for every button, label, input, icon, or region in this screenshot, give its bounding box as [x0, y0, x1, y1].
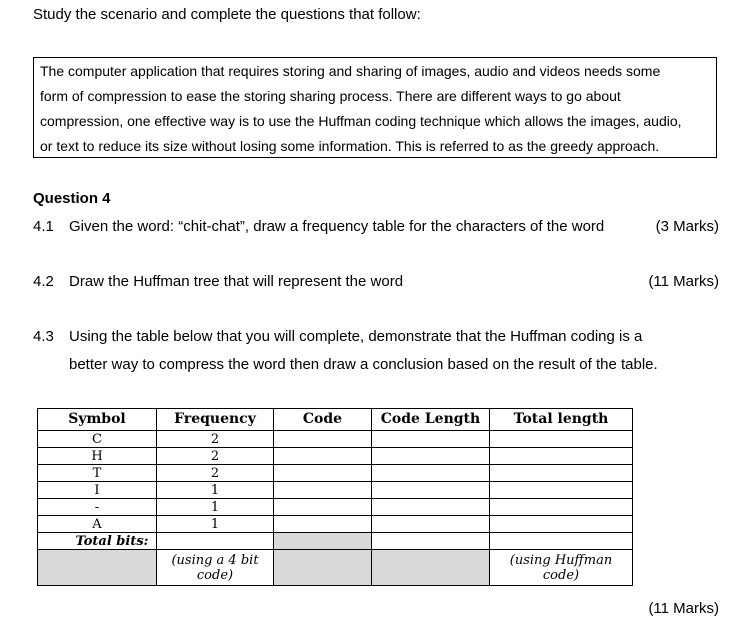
q42-number: 4.2	[33, 273, 54, 290]
total-length-cell	[490, 448, 633, 465]
q41-text: Given the word: “chit-chat”, draw a frequency table for the characters of the word	[69, 218, 605, 235]
total-bits-label: Total bits:	[38, 533, 157, 550]
note-huffman-cell	[490, 550, 633, 586]
code-length-cell	[372, 465, 490, 482]
q42-marks: (11 Marks)	[648, 273, 719, 290]
note-huffman-line: (using Huffman	[509, 552, 613, 568]
table-row	[38, 482, 633, 499]
total-bits-frequency-cell	[157, 533, 274, 550]
total-length-cell	[490, 516, 633, 533]
q43-line1: Using the table below that you will complete, demonstrate that the Huffman coding is a	[69, 328, 643, 345]
final-marks: (11 Marks)	[648, 600, 719, 617]
header-symbol: Symbol	[38, 409, 157, 431]
table-row	[38, 516, 633, 533]
note-4bit-line: (using a 4 bit	[171, 552, 259, 568]
code-cell	[274, 448, 372, 465]
scenario-box	[33, 57, 717, 158]
code-length-cell	[372, 431, 490, 448]
table-row	[38, 499, 633, 516]
frequency-cell: 2	[157, 448, 274, 465]
total-length-cell	[490, 465, 633, 482]
frequency-cell: 2	[157, 431, 274, 448]
symbol-cell: C	[38, 431, 157, 448]
header-total-length: Total length	[490, 409, 633, 431]
frequency-cell: 2	[157, 465, 274, 482]
question-heading: Question 4	[33, 190, 111, 207]
table-header-row	[38, 409, 633, 431]
q43-line2: better way to compress the word then draw a conclusion based on the result of the table.	[69, 356, 658, 373]
frequency-cell: 1	[157, 499, 274, 516]
total-bits-row	[38, 533, 633, 550]
intro-text: Study the scenario and complete the questions that follow:	[33, 6, 421, 23]
table-row	[38, 448, 633, 465]
summary-row	[38, 550, 633, 586]
huffman-table	[37, 408, 633, 586]
total-bits-code-cell	[274, 533, 372, 550]
summary-shaded-cell	[372, 550, 490, 586]
symbol-cell: I	[38, 482, 157, 499]
note-huffman-line: code)	[542, 567, 580, 583]
total-bits-code-length-cell	[372, 533, 490, 550]
table-row	[38, 465, 633, 482]
q41-marks: (3 Marks)	[655, 218, 719, 235]
total-length-cell	[490, 482, 633, 499]
total-bits-total-cell	[490, 533, 633, 550]
code-cell	[274, 516, 372, 533]
scenario-line: The computer application that requires storing and sharing of images, audio and videos needs some	[40, 63, 661, 79]
header-code: Code	[274, 409, 372, 431]
code-length-cell	[372, 499, 490, 516]
code-cell	[274, 465, 372, 482]
code-length-cell	[372, 448, 490, 465]
frequency-cell: 1	[157, 482, 274, 499]
q41-number: 4.1	[33, 218, 54, 235]
q43-number: 4.3	[33, 328, 54, 345]
symbol-cell: T	[38, 465, 157, 482]
scenario-line: form of compression to ease the storing sharing process. There are different ways to go about	[40, 88, 621, 104]
scenario-line: or text to reduce its size without losing some information. This is referred to as the greedy approach.	[40, 138, 660, 154]
scenario-line: compression, one effective way is to use the Huffman coding technique which allows the images, audio,	[40, 113, 682, 129]
note-4bit-line: code)	[196, 567, 234, 583]
symbol-cell: A	[38, 516, 157, 533]
q42-text: Draw the Huffman tree that will represent the word	[69, 273, 404, 290]
header-code-length: Code Length	[372, 409, 490, 431]
code-cell	[274, 499, 372, 516]
table-row	[38, 431, 633, 448]
code-cell	[274, 431, 372, 448]
summary-shaded-cell	[38, 550, 157, 586]
total-length-cell	[490, 499, 633, 516]
code-cell	[274, 482, 372, 499]
symbol-cell: -	[38, 499, 157, 516]
header-frequency: Frequency	[157, 409, 274, 431]
symbol-cell: H	[38, 448, 157, 465]
code-length-cell	[372, 516, 490, 533]
code-length-cell	[372, 482, 490, 499]
frequency-cell: 1	[157, 516, 274, 533]
summary-shaded-cell	[274, 550, 372, 586]
total-length-cell	[490, 431, 633, 448]
note-4bit-cell	[157, 550, 274, 586]
